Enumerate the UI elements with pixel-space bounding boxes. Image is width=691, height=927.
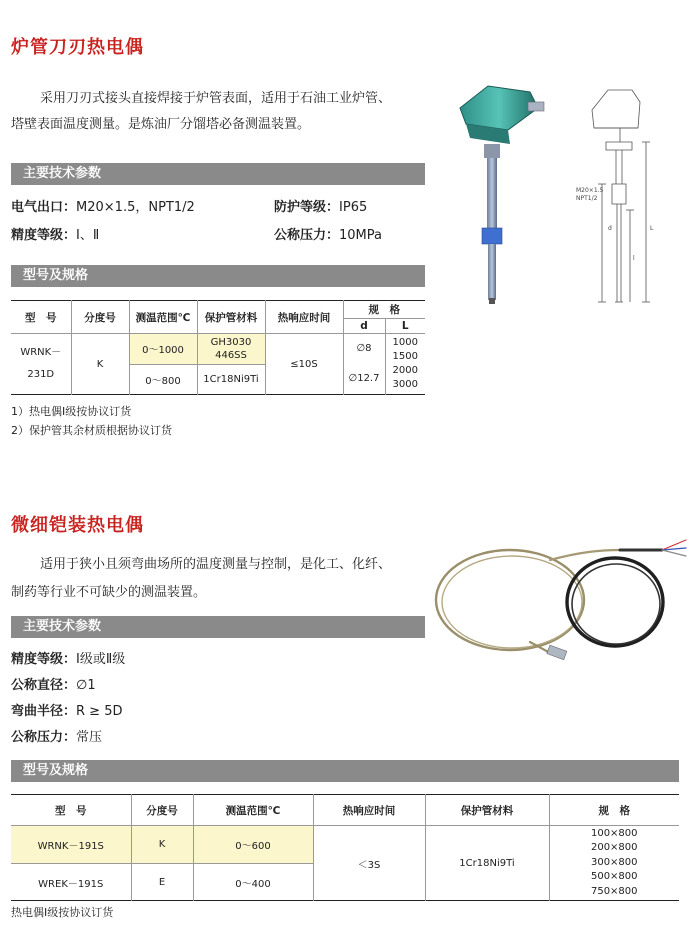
- s2-th-grade: 分度号: [131, 795, 193, 826]
- section2-desc-line1: 适用于狭小且须弯曲场所的温度测量与控制，是化工、化纤、: [40, 557, 392, 572]
- section1-desc-line1: 采用刀刃式接头直接焊接于炉管表面，适用于石油工业炉管、: [40, 91, 392, 106]
- s2-param-bend-radius: 弯曲半径：R ≥ 5D: [11, 704, 123, 719]
- s2-th-spec: 规 格: [549, 795, 679, 826]
- s1-cell-grade: K: [71, 334, 129, 395]
- section2-desc-line2: 制药等行业不可缺少的测温装置。: [11, 585, 207, 600]
- s1-drawing-label-L: L: [650, 225, 654, 232]
- s1-th-range: 测温范围℃: [129, 301, 197, 334]
- section2-models-bar: 型号及规格: [11, 760, 679, 782]
- s1-th-material: 保护管材料: [197, 301, 265, 334]
- s2-th-response: 热响应时间: [313, 795, 425, 826]
- s2-row1-range: 0～600: [193, 826, 313, 864]
- s1-param-accuracy: 精度等级：Ⅰ、Ⅱ: [11, 228, 100, 243]
- s2-spec-table: [11, 794, 679, 901]
- s1-drawing-label-l: l: [633, 255, 635, 262]
- s2-row1-model: WRNK－191S: [11, 826, 131, 864]
- s2-cell-material: 1Cr18Ni9Ti: [425, 826, 549, 901]
- section2-title: 微细铠装热电偶: [11, 515, 144, 536]
- s1-cell-range1: 0～1000: [129, 334, 197, 365]
- s1-note2: 2）保护管其余材质根据协议订货: [11, 424, 172, 437]
- s1-drawing-label-npt: NPT1/2: [576, 195, 598, 202]
- section2-params-bar: 主要技术参数: [11, 616, 425, 638]
- s2-th-material: 保护管材料: [425, 795, 549, 826]
- s1-cell-d: ∅8 ∅12.7: [343, 334, 385, 395]
- s2-row2-model: WREK－191S: [11, 864, 131, 901]
- section1-title: 炉管刀刃热电偶: [11, 37, 144, 58]
- s2-row1-grade: K: [131, 826, 193, 864]
- s2-row2-grade: E: [131, 864, 193, 901]
- s1-cell-range2: 0～800: [129, 364, 197, 395]
- s1-cell-model: WRNK－231D: [20, 347, 62, 380]
- s1-spec-table: [11, 300, 425, 395]
- s1-param-protection: 防护等级：IP65: [274, 200, 368, 215]
- s2-row2-range: 0～400: [193, 864, 313, 901]
- s1-cell-L: 1000 1500 2000 3000: [385, 334, 425, 395]
- section1-models-bar: 型号及规格: [11, 265, 425, 287]
- s1-th-L: L: [385, 319, 425, 334]
- s1-th-grade: 分度号: [71, 301, 129, 334]
- s2-note: 热电偶Ⅰ级按协议订货: [11, 906, 114, 919]
- s1-th-model: 型 号: [11, 301, 71, 334]
- s1-th-response: 热响应时间: [265, 301, 343, 334]
- s2-param-accuracy: 精度等级：Ⅰ级或Ⅱ级: [11, 652, 126, 667]
- s1-drawing-label-thread: M20×1.5: [576, 187, 604, 194]
- s1-technical-drawing: [570, 80, 688, 312]
- s2-param-diameter: 公称直径：∅1: [11, 678, 96, 693]
- s2-th-model: 型 号: [55, 804, 87, 817]
- s2-product-photo: [430, 530, 688, 670]
- s2-param-pressure: 公称压力：常压: [11, 730, 103, 745]
- s1-note1: 1）热电偶Ⅰ级按协议订货: [11, 405, 132, 418]
- s1-param-pressure: 公称压力：10MPa: [274, 228, 382, 243]
- s1-cell-response: ≤10S: [265, 334, 343, 395]
- s2-cell-spec: 100×800 200×800 300×800 500×800 750×800: [549, 826, 679, 901]
- s1-product-photo: [448, 78, 558, 310]
- s2-th-range: 测温范围℃: [193, 795, 313, 826]
- section1-params-bar: 主要技术参数: [11, 163, 425, 185]
- section1-desc-line2: 塔壁表面温度测量。是炼油厂分馏塔必备测温装置。: [11, 117, 311, 132]
- s1-drawing-label-d: d: [608, 225, 612, 232]
- s1-param-electrical: 电气出口：M20×1.5，NPT1/2: [11, 200, 195, 215]
- s1-th-d: d: [343, 319, 385, 334]
- s1-cell-material2: 1Cr18Ni9Ti: [197, 364, 265, 395]
- s1-cell-material1: GH3030 446SS: [197, 334, 265, 365]
- s1-th-spec: 规 格: [343, 301, 425, 319]
- s2-cell-response: ＜3S: [313, 826, 425, 901]
